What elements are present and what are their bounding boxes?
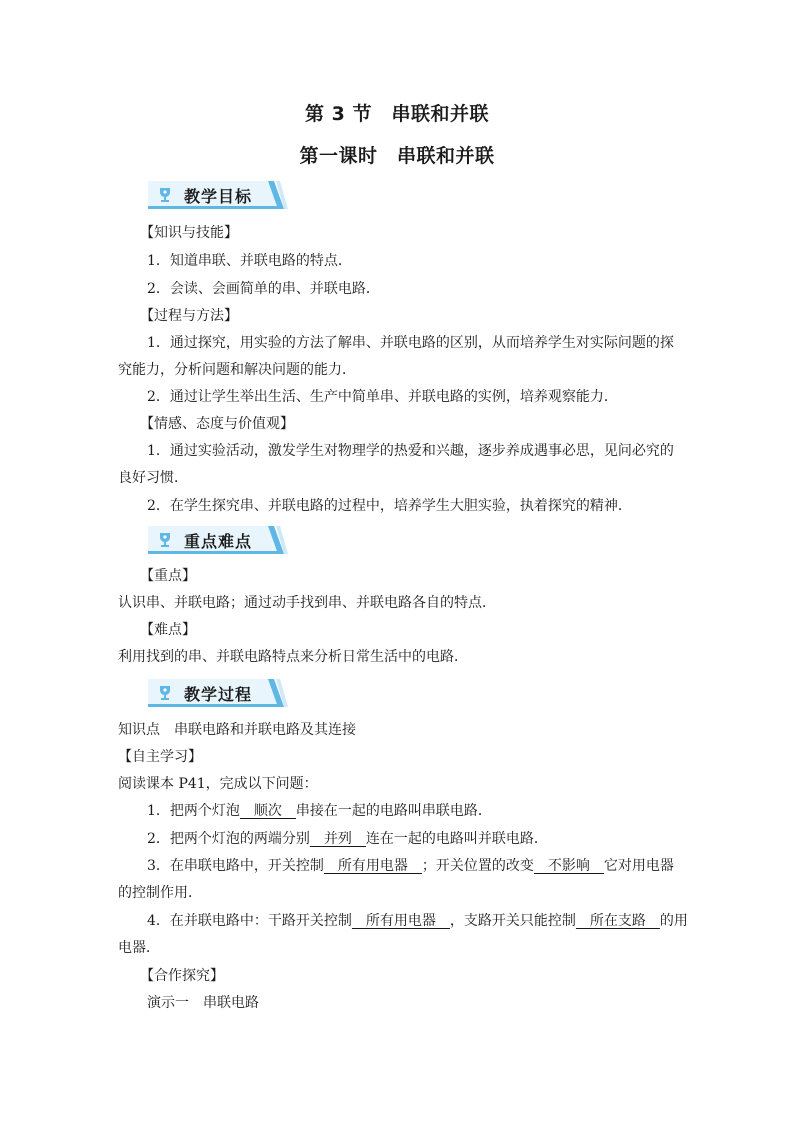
- section-banner-process: [148, 679, 288, 707]
- question-4: [147, 911, 688, 931]
- question-2: [147, 829, 548, 849]
- answer-blank: 所有用电器: [323, 858, 422, 874]
- answer-blank: 所有用电器: [351, 913, 450, 929]
- attitude-item-1-line-1: 1．通过实验活动，激发学生对物理学的热爱和兴趣，逐步养成遇事必思，见问必究的: [147, 443, 674, 459]
- focus-text: 认识串、并联电路；通过动手找到串、并联电路各自的特点．: [118, 595, 496, 611]
- banner-label: 重点难点: [184, 532, 253, 551]
- page-title: 第 3 节 串联和并联: [305, 103, 489, 125]
- question-text: ；开关位置的改变: [421, 858, 534, 874]
- question-text: ，支路开关只能控制: [449, 913, 576, 929]
- question-3: [147, 856, 674, 876]
- page-subtitle: 第一课时 串联和并联: [299, 145, 495, 167]
- trophy-icon: [157, 187, 173, 203]
- question-4-continued: 电器．: [118, 940, 160, 956]
- difficulty-text: 利用找到的串、并联电路特点来分析日常生活中的电路．: [118, 649, 468, 665]
- answer-blank: 不影响: [533, 858, 604, 874]
- question-text: 的用: [659, 913, 688, 929]
- trophy-icon: [157, 532, 173, 548]
- banner-label: 教学过程: [184, 685, 253, 704]
- attitude-item-2: 2．在学生探究串、并联电路的过程中，培养学生大胆实验，执着探究的精神．: [147, 498, 632, 514]
- cooperative-heading: 【合作探究】: [140, 968, 224, 984]
- question-3-continued: 的控制作用．: [118, 885, 202, 901]
- process-item-2: 2．通过让学生举出生活、生产中简单串、并联电路的实例，培养观察能力．: [147, 389, 618, 405]
- difficulty-heading: 【难点】: [140, 622, 196, 638]
- process-item-1-line-2: 究能力，分析问题和解决问题的能力．: [118, 362, 356, 378]
- banner-label: 教学目标: [184, 187, 253, 206]
- trophy-icon: [157, 685, 173, 701]
- answer-blank: 顺次: [239, 803, 296, 819]
- reading-task: 阅读课本 P41，完成以下问题：: [118, 776, 318, 792]
- knowledge-point-title: 知识点 串联电路和并联电路及其连接: [118, 722, 356, 738]
- question-text: 2．把两个灯泡的两端分别: [147, 831, 310, 847]
- question-1: [147, 801, 492, 821]
- process-method-heading: 【过程与方法】: [140, 308, 238, 324]
- process-item-1-line-1: 1．通过探究，用实验的方法了解串、并联电路的区别，从而培养学生对实际问题的探: [147, 335, 674, 351]
- knowledge-item-2: 2．会读、会画简单的串、并联电路．: [147, 281, 380, 297]
- question-text: 串接在一起的电路叫串联电路．: [295, 803, 492, 819]
- question-text: 它对用电器: [603, 858, 674, 874]
- section-banner-goals: [148, 181, 288, 209]
- attitude-heading: 【情感、态度与价值观】: [140, 416, 294, 432]
- knowledge-item-1: 1．知道串联、并联电路的特点．: [147, 253, 352, 269]
- answer-blank: 并列: [309, 831, 366, 847]
- question-text: 1．把两个灯泡: [147, 803, 240, 819]
- attitude-item-1-line-2: 良好习惯．: [118, 470, 188, 486]
- section-banner-key-points: [148, 526, 288, 554]
- knowledge-heading: 【知识与技能】: [140, 225, 238, 241]
- demo-1-title: 演示一 串联电路: [147, 995, 259, 1011]
- question-text: 3．在串联电路中，开关控制: [147, 858, 324, 874]
- self-study-heading: 【自主学习】: [118, 749, 202, 765]
- question-text: 4．在并联电路中：干路开关控制: [147, 913, 352, 929]
- question-text: 连在一起的电路叫并联电路．: [365, 831, 548, 847]
- focus-heading: 【重点】: [140, 568, 196, 584]
- answer-blank: 所在支路: [575, 913, 660, 929]
